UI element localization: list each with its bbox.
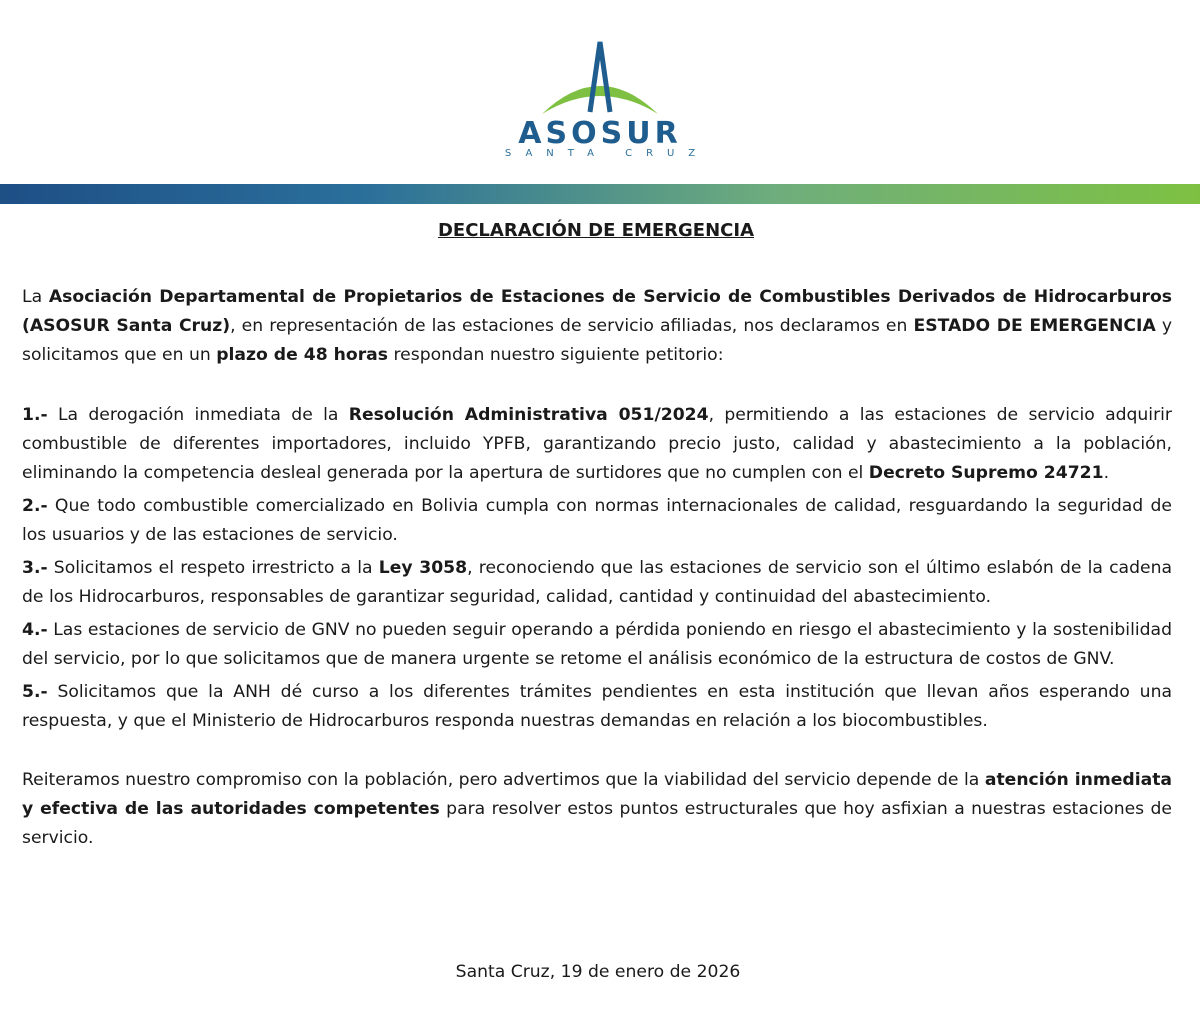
closing-paragraph: Reiteramos nuestro compromiso con la población, pero advertimos que la viabilidad del servicio depende de la atención inmediata y efectiva de las autoridades competentes para resolver estos puntos estructurales que hoy asfixian a nuestras estaciones de servicio.: [22, 770, 1173, 848]
document-body: [22, 283, 1172, 853]
petition-item-2: 2.- Que todo combustible comercializado en Bolivia cumpla con normas internacionales de calidad, resguardando la seguridad de los usuarios y de las estaciones de servicio.: [22, 496, 1172, 545]
petition-item-4: 4.- Las estaciones de servicio de GNV no pueden seguir operando a pérdida poniendo en riesgo el abastecimiento y la sostenibilidad del servicio, por lo que solicitamos que de manera urgente se retome el análisis económico de la estructura de costos de GNV.: [22, 620, 1172, 669]
logo-subtitle: SANTA CRUZ: [504, 148, 710, 159]
petition-item-3: 3.- Solicitamos el respeto irrestricto a la Ley 3058, reconociendo que las estaciones de servicio son el último eslabón de la cadena de los Hidrocarburos, responsables de garantizar seguridad, calidad, cantidad y continuidad del abastecimiento.: [22, 558, 1173, 607]
petition-item-1: 1.- La derogación inmediata de la Resolución Administrativa 051/2024, permitiendo a las estaciones de servicio adquirir combustible de diferentes importadores, incluido YPFB, garantizando precio justo, calidad y abastecimiento a la población, eliminando la competencia desleal generada por la apertura de surtidores que no cumplen con el Decreto Supremo 24721.: [22, 405, 1172, 483]
header-gradient-divider: [0, 184, 1200, 204]
document-title: DECLARACIÓN DE EMERGENCIA: [437, 220, 755, 241]
place-and-date: Santa Cruz, 19 de enero de 2026: [455, 962, 741, 982]
asosur-logo: [0, 38, 1200, 160]
intro-paragraph: La Asociación Departamental de Propietarios de Estaciones de Servicio de Combustibles Derivados de Hidrocarburos (ASOSUR Santa Cruz), en representación de las estaciones de servicio afiliadas, nos declaramos en ESTADO DE EMERGENCIA y solicitamos que en un plazo de 48 horas respondan nuestro siguiente petitorio:: [22, 287, 1173, 365]
petition-item-5: 5.- Solicitamos que la ANH dé curso a los diferentes trámites pendientes en esta institución que llevan años esperando una respuesta, y que el Ministerio de Hidrocarburos responda nuestras demandas en relación a los biocombustibles.: [22, 682, 1172, 731]
logo-tower-arc-icon: [500, 38, 700, 128]
logo-name: ASOSUR: [518, 116, 682, 151]
